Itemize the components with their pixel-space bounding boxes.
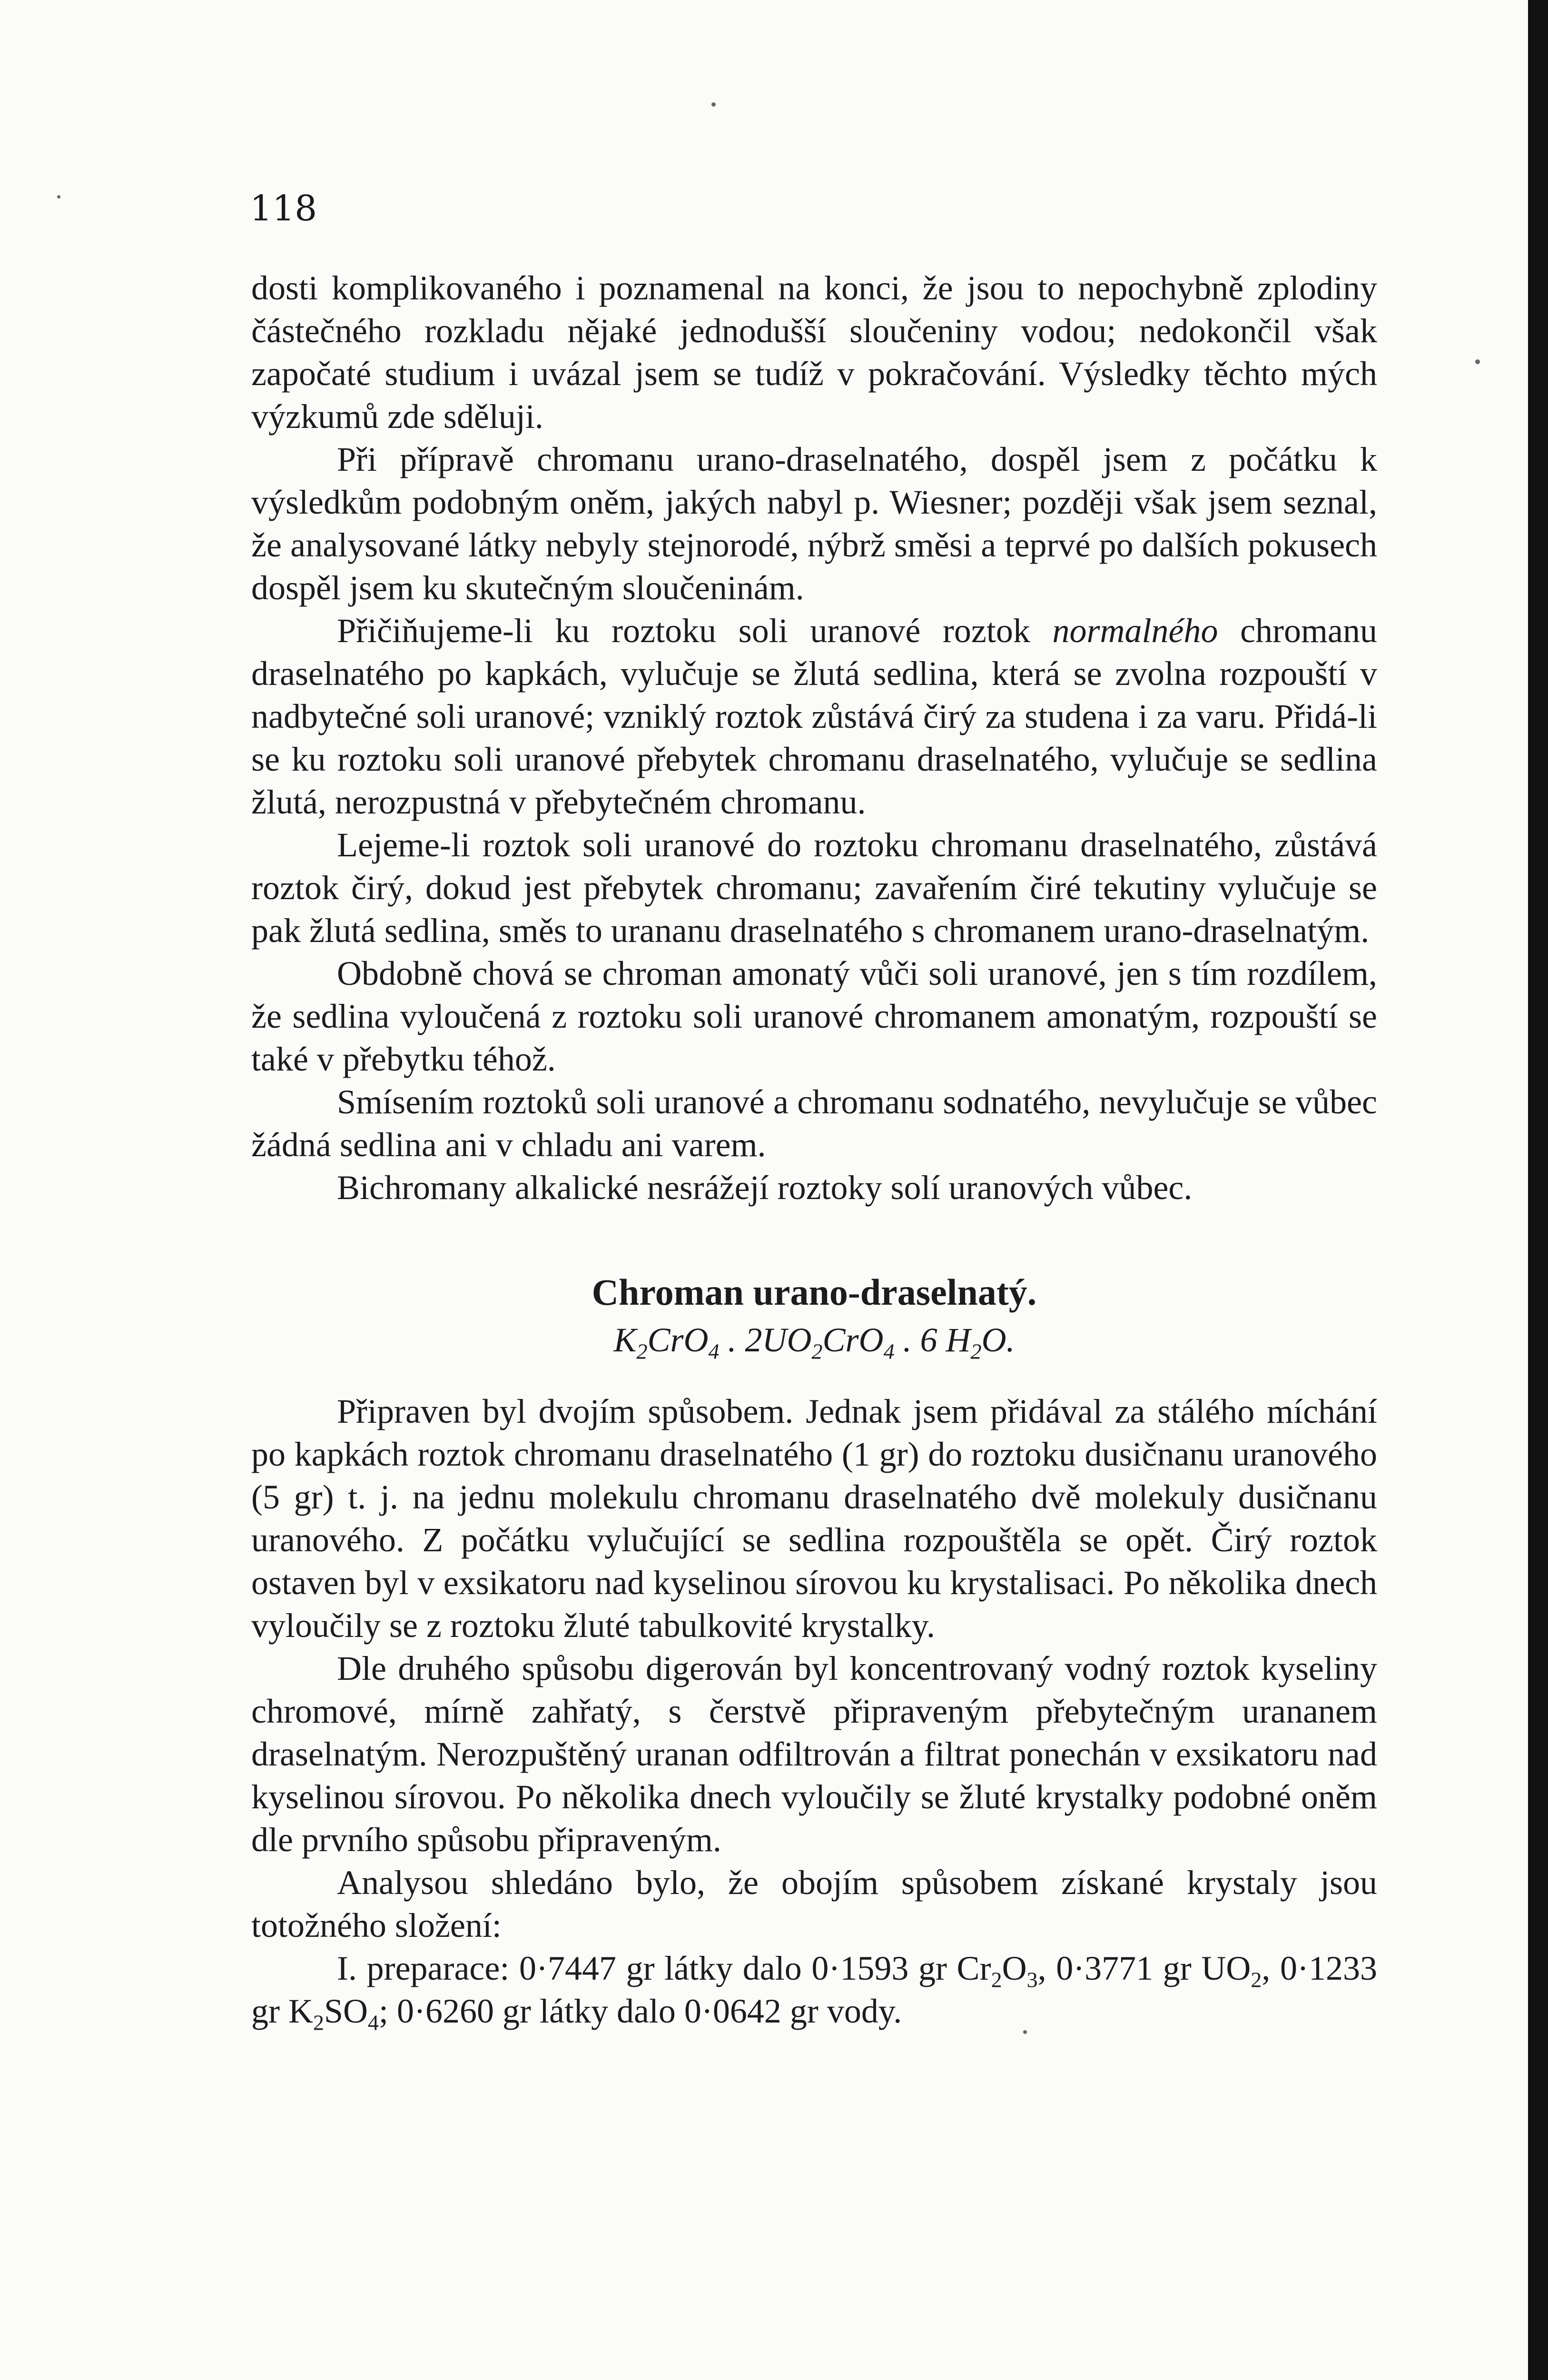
analysis-text: ; 0·6260 gr látky dalo 0·0642 gr vody. (379, 1992, 902, 2030)
formula-part: CrO (647, 1321, 709, 1359)
paragraph: Analysou shledáno bylo, že obojím spůsobem získané krystaly jsou totožného složení: (251, 1864, 1377, 1944)
scan-speck (1475, 359, 1480, 364)
page-number: 118 (250, 188, 317, 229)
paragraph-text: chromanu draselnatého po kapkách, vylučuje se žlutá sedlina, která se zvolna rozpouští v nadbytečné soli uranové; vzniklý roztok zůstává čirý za studena i za varu. Přidá-li se ku roztoku soli uranové přebytek chromanu draselnatého, vylučuje se sedlina žlutá, nerozpustná v přebytečném chromanu. (251, 612, 1377, 821)
analysis-subscript: 2 (313, 2010, 324, 2035)
paragraph: Obdobně chová se chroman amonatý vůči soli uranové, jen s tím rozdílem, že sedlina vyloučená z roztoku soli uranové chromanem amonatým, rozpouští se také v přebytku téhož. (251, 954, 1377, 1078)
analysis-text: , 0·3771 gr UO (1037, 1949, 1251, 1987)
paragraph: Při přípravě chromanu urano-draselnatého, dospěl jsem z počátku k výsledkům podobným oněm, jakých nabyl p. Wiesner; později však jsem seznal, že analysované látky nebyly stejnorodé, nýbrž směsi a teprvé po dalších pokusech dospěl jsem ku skutečným sloučeninám. (251, 440, 1377, 607)
formula-subscript: 4 (708, 1339, 720, 1364)
formula-subscript: 2 (970, 1339, 982, 1364)
analysis-line (251, 1947, 1377, 2033)
emphasis-text: normalného (1052, 612, 1218, 650)
analysis-text: , 0·1233 gr K (251, 1949, 1377, 2030)
paragraph (251, 609, 1377, 823)
paragraph: Připraven byl dvojím spůsobem. Jednak jsem přidával za stálého míchání po kapkách roztok chromanu draselnatého (1 gr) do roztoku dusičnanu uranového (5 gr) t. j. na jednu molekulu chromanu draselnatého dvě molekuly dusičnanu uranového. Z počátku vylučující se sedlina rozpouštěla se opět. Čirý roztok ostaven byl v exsikatoru nad kyselinou sírovou ku krystalisaci. Po několika dnech vyloučily se z roztoku žluté tabulkovité krystalky. (251, 1392, 1377, 1645)
formula-subscript: 2 (811, 1339, 823, 1364)
formula-part: . 6 H (894, 1321, 971, 1359)
analysis-subscript: 3 (1026, 1967, 1038, 1992)
analysis-subscript: 2 (991, 1967, 1002, 1992)
formula-part: O. (981, 1321, 1015, 1359)
analysis-subscript: 4 (368, 2010, 379, 2035)
paragraph: dosti komplikovaného i poznamenal na konci, že jsou to nepochybně zplodiny částečného rozkladu nějaké jednodušší sloučeniny vodou; nedokončil však započaté studium i uvázal jsem se tudíž v pokračování. Výsledky těchto mých výzkumů zde sděluji. (251, 269, 1377, 436)
analysis-text: I. preparace: 0·7447 gr látky dalo 0·1593 gr Cr (337, 1949, 991, 1987)
scan-speck (57, 195, 60, 198)
formula-subscript: 4 (883, 1339, 895, 1364)
scan-speck (711, 102, 716, 107)
paragraph: Bichromany alkalické nesrážejí roztoky solí uranových vůbec. (337, 1169, 1193, 1207)
analysis-subscript: 2 (1251, 1967, 1262, 1992)
paragraph-text: Přičiňujeme-li ku roztoku soli uranové roztok (337, 612, 1053, 650)
section-heading: Chroman urano-draselnatý. (592, 1271, 1037, 1313)
formula-part: CrO (822, 1321, 884, 1359)
formula-part: K (613, 1321, 637, 1359)
paragraph: Lejeme-li roztok soli uranové do roztoku chromanu draselnatého, zůstává roztok čirý, dokud jest přebytek chromanu; zavařením čiré tekutiny vylučuje se pak žlutá sedlina, směs to urananu draselnatého s chromanem urano-draselnatým. (251, 826, 1377, 950)
paragraph: Smísením roztoků soli uranové a chromanu sodnatého, nevylučuje se vůbec žádná sedlina ani v chladu ani varem. (251, 1083, 1377, 1164)
body-text (251, 267, 1377, 2033)
analysis-text: SO (324, 1992, 368, 2030)
paragraph: Dle druhého spůsobu digerován byl koncentrovaný vodný roztok kyseliny chromové, mírně zahřatý, s čerstvě připraveným přebytečným urananem draselnatým. Nerozpuštěný uranan odfiltrován a filtrat ponechán v exsikatoru nad kyselinou sírovou. Po několika dnech vyloučily se žluté krystalky podobné oněm dle prvního spůsobu připraveným. (251, 1649, 1377, 1859)
formula-part: . 2UO (719, 1321, 812, 1359)
chemical-formula (251, 1319, 1377, 1364)
analysis-text: O (1002, 1949, 1027, 1987)
formula-subscript: 2 (636, 1339, 648, 1364)
